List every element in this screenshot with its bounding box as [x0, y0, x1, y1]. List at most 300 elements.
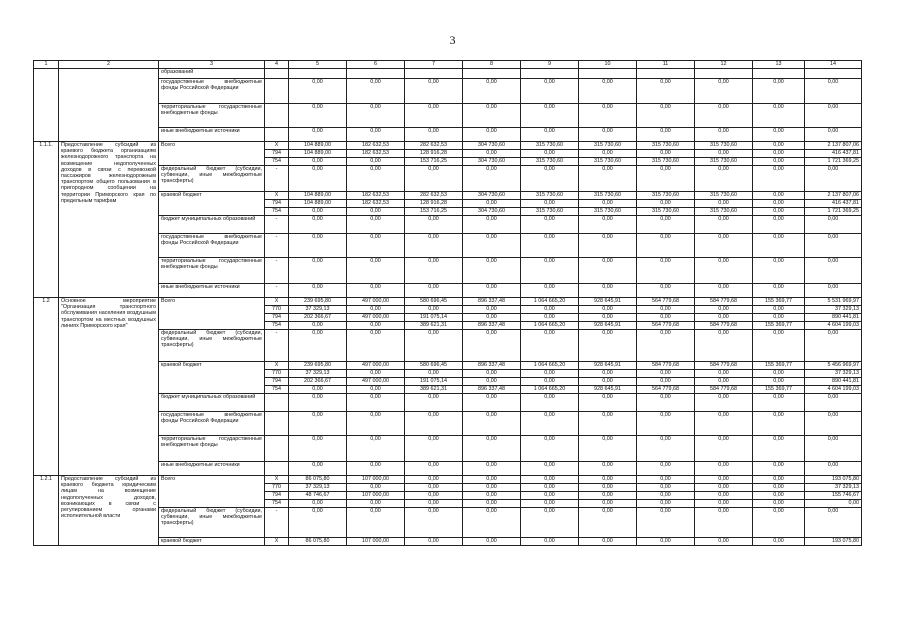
value-cell: 0,00	[695, 128, 753, 142]
value-cell: 0,00	[521, 128, 579, 142]
value-cell: 0,00	[347, 79, 405, 104]
value-cell: 315 730,60	[579, 142, 637, 150]
value-cell: 0,00	[347, 436, 405, 462]
value-cell: 0,00	[289, 436, 347, 462]
value-cell: 155 746,67	[805, 492, 862, 500]
column-header: 3	[159, 61, 265, 69]
table-row	[34, 69, 862, 79]
column-header: 2	[59, 61, 159, 69]
value-cell: 0,00	[347, 394, 405, 412]
value-cell: 0,00	[805, 234, 862, 258]
value-cell: 1 721 369,25	[805, 208, 862, 216]
grbs-code	[265, 79, 289, 104]
value-cell: 0,00	[637, 492, 695, 500]
value-cell: 304 730,60	[463, 158, 521, 166]
table-row	[34, 142, 862, 150]
value-cell: 0,00	[347, 216, 405, 234]
value-cell: 584 779,68	[695, 362, 753, 370]
row-number: 1.2	[34, 298, 59, 476]
budget-table	[33, 60, 862, 546]
value-cell	[405, 69, 463, 79]
source-label: государственные внебюджетные фонды Российской Федерации	[159, 234, 265, 258]
value-cell: 0,00	[695, 258, 753, 284]
value-cell: 0,00	[289, 234, 347, 258]
value-cell: 0,00	[521, 216, 579, 234]
table-row	[34, 462, 862, 476]
value-cell	[463, 69, 521, 79]
value-cell: 0,00	[405, 436, 463, 462]
value-cell: 0,00	[695, 492, 753, 500]
source-label: Всего	[159, 298, 265, 330]
value-cell: 0,00	[521, 234, 579, 258]
value-cell: 0,00	[289, 322, 347, 330]
source-label: федеральный бюджет (субсидии, субвенции, иные межбюджетные трансферты)	[159, 330, 265, 362]
value-cell: 0,00	[347, 462, 405, 476]
value-cell: 0,00	[405, 234, 463, 258]
page-number: 3	[449, 33, 456, 47]
value-cell: 0,00	[463, 500, 521, 508]
value-cell: 104 889,00	[289, 200, 347, 208]
value-cell: 564 779,68	[637, 386, 695, 394]
value-cell: 315 730,60	[637, 192, 695, 200]
value-cell: 48 746,67	[289, 492, 347, 500]
grbs-code: X	[265, 362, 289, 370]
value-cell: 0,00	[405, 394, 463, 412]
grbs-code: -	[265, 234, 289, 258]
value-cell: 1 064 665,20	[521, 362, 579, 370]
value-cell: 890 441,81	[805, 378, 862, 386]
value-cell	[289, 69, 347, 79]
value-cell: 37 329,13	[289, 370, 347, 378]
grbs-code	[265, 462, 289, 476]
value-cell: 0,00	[695, 378, 753, 386]
column-header: 1	[34, 61, 59, 69]
value-cell: 0,00	[579, 492, 637, 500]
value-cell: 0,00	[463, 436, 521, 462]
value-cell: 191 075,14	[405, 314, 463, 322]
source-label: федеральный бюджет (субсидии, субвенции, иные межбюджетные трансферты)	[159, 166, 265, 192]
value-cell: 890 441,81	[805, 314, 862, 322]
value-cell: 0,00	[521, 492, 579, 500]
value-cell	[753, 69, 805, 79]
value-cell: 1 064 665,20	[521, 322, 579, 330]
value-cell: 0,00	[347, 284, 405, 298]
value-cell: 0,00	[405, 462, 463, 476]
value-cell: 0,00	[753, 492, 805, 500]
value-cell: 0,00	[753, 378, 805, 386]
value-cell: 0,00	[463, 462, 521, 476]
value-cell: 315 730,60	[521, 192, 579, 200]
value-cell: 0,00	[463, 476, 521, 484]
value-cell: 0,00	[579, 394, 637, 412]
value-cell: 0,00	[753, 436, 805, 462]
value-cell: 0,00	[463, 508, 521, 538]
value-cell: 0,00	[579, 150, 637, 158]
value-cell: 182 632,53	[347, 150, 405, 158]
value-cell: 0,00	[463, 258, 521, 284]
value-cell: 0,00	[637, 538, 695, 546]
value-cell: 0,00	[521, 166, 579, 192]
value-cell: 0,00	[289, 412, 347, 436]
value-cell: 0,00	[405, 258, 463, 284]
value-cell: 0,00	[753, 370, 805, 378]
value-cell: 416 437,81	[805, 200, 862, 208]
value-cell: 193 075,80	[805, 538, 862, 546]
value-cell: 0,00	[695, 394, 753, 412]
value-cell: 0,00	[579, 370, 637, 378]
value-cell: 0,00	[289, 258, 347, 284]
value-cell: 0,00	[753, 192, 805, 200]
value-cell: 315 730,60	[637, 208, 695, 216]
grbs-code	[265, 436, 289, 462]
value-cell: 0,00	[753, 306, 805, 314]
value-cell: 0,00	[463, 284, 521, 298]
value-cell: 86 075,80	[289, 476, 347, 484]
value-cell: 0,00	[695, 104, 753, 128]
value-cell: 0,00	[463, 492, 521, 500]
value-cell: 155 369,77	[753, 298, 805, 306]
value-cell: 580 696,45	[405, 362, 463, 370]
value-cell: 37 329,13	[805, 370, 862, 378]
source-label: территориальные государственные внебюджетные фонды	[159, 104, 265, 128]
table-row	[34, 412, 862, 436]
value-cell: 0,00	[637, 200, 695, 208]
value-cell	[637, 69, 695, 79]
value-cell: 304 730,60	[463, 192, 521, 200]
grbs-code: X	[265, 476, 289, 484]
table-row	[34, 192, 862, 200]
value-cell: 497 000,00	[347, 298, 405, 306]
value-cell: 0,00	[463, 216, 521, 234]
value-cell: 0,00	[753, 104, 805, 128]
value-cell: 128 916,28	[405, 150, 463, 158]
value-cell: 0,00	[521, 330, 579, 362]
grbs-code: X	[265, 142, 289, 150]
value-cell: 4 604 199,03	[805, 322, 862, 330]
value-cell: 0,00	[579, 412, 637, 436]
grbs-code: 770	[265, 306, 289, 314]
value-cell	[347, 69, 405, 79]
value-cell: 0,00	[405, 508, 463, 538]
source-label: Всего	[159, 476, 265, 508]
value-cell: 0,00	[289, 386, 347, 394]
table-row	[34, 61, 862, 69]
value-cell: 315 730,60	[637, 158, 695, 166]
value-cell: 0,00	[753, 158, 805, 166]
value-cell: 104 889,00	[289, 150, 347, 158]
value-cell: 896 337,48	[463, 386, 521, 394]
value-cell: 0,00	[753, 394, 805, 412]
value-cell: 0,00	[695, 150, 753, 158]
value-cell: 0,00	[521, 306, 579, 314]
value-cell: 0,00	[347, 322, 405, 330]
value-cell: 37 329,13	[805, 484, 862, 492]
source-label: территориальные государственные внебюджетные фонды	[159, 258, 265, 284]
value-cell: 0,00	[579, 258, 637, 284]
value-cell: 0,00	[579, 538, 637, 546]
table-row	[34, 128, 862, 142]
grbs-code: 770	[265, 370, 289, 378]
source-label: иные внебюджетные источники	[159, 284, 265, 298]
value-cell: 0,00	[347, 500, 405, 508]
value-cell: 0,00	[463, 330, 521, 362]
grbs-code: 754	[265, 158, 289, 166]
value-cell: 0,00	[637, 128, 695, 142]
value-cell: 5 456 969,97	[805, 362, 862, 370]
grbs-code: -	[265, 508, 289, 538]
value-cell: 497 000,00	[347, 314, 405, 322]
value-cell: 0,00	[579, 284, 637, 298]
value-cell: 0,00	[753, 476, 805, 484]
value-cell: 0,00	[521, 314, 579, 322]
value-cell: 0,00	[753, 258, 805, 284]
value-cell: 0,00	[347, 104, 405, 128]
value-cell: 0,00	[695, 166, 753, 192]
value-cell: 0,00	[695, 462, 753, 476]
value-cell: 315 730,60	[579, 192, 637, 200]
value-cell: 389 621,31	[405, 322, 463, 330]
value-cell: 0,00	[579, 436, 637, 462]
grbs-code: 794	[265, 492, 289, 500]
value-cell: 0,00	[347, 306, 405, 314]
column-header: 8	[463, 61, 521, 69]
value-cell: 0,00	[347, 386, 405, 394]
value-cell: 0,00	[521, 370, 579, 378]
grbs-code	[265, 128, 289, 142]
value-cell: 0,00	[579, 500, 637, 508]
value-cell: 0,00	[521, 484, 579, 492]
column-header: 10	[579, 61, 637, 69]
value-cell: 182 632,53	[347, 200, 405, 208]
value-cell: 0,00	[637, 412, 695, 436]
column-header: 14	[805, 61, 862, 69]
value-cell: 0,00	[637, 166, 695, 192]
value-cell: 0,00	[753, 200, 805, 208]
value-cell: 315 730,60	[521, 158, 579, 166]
value-cell: 0,00	[405, 128, 463, 142]
table-row	[34, 362, 862, 370]
value-cell: 497 000,00	[347, 362, 405, 370]
value-cell: 0,00	[753, 234, 805, 258]
value-cell: 0,00	[521, 538, 579, 546]
table-row	[34, 298, 862, 306]
value-cell: 0,00	[463, 104, 521, 128]
value-cell: 0,00	[579, 166, 637, 192]
value-cell: 315 730,60	[579, 158, 637, 166]
value-cell: 0,00	[521, 436, 579, 462]
value-cell: 0,00	[695, 508, 753, 538]
value-cell: 0,00	[405, 492, 463, 500]
value-cell: 0,00	[805, 258, 862, 284]
table-row	[34, 508, 862, 538]
value-cell: 0,00	[289, 79, 347, 104]
value-cell: 0,00	[805, 394, 862, 412]
value-cell: 202 366,67	[289, 378, 347, 386]
value-cell: 0,00	[637, 370, 695, 378]
value-cell: 0,00	[463, 484, 521, 492]
table-row	[34, 284, 862, 298]
value-cell: 0,00	[579, 200, 637, 208]
row-description	[59, 69, 159, 142]
grbs-code	[265, 394, 289, 412]
value-cell: 0,00	[579, 378, 637, 386]
value-cell	[805, 69, 862, 79]
value-cell: 0,00	[637, 284, 695, 298]
grbs-code: 754	[265, 208, 289, 216]
grbs-code	[265, 69, 289, 79]
value-cell: 580 696,45	[405, 298, 463, 306]
value-cell: 0,00	[637, 258, 695, 284]
value-cell: 0,00	[521, 500, 579, 508]
grbs-code	[265, 412, 289, 436]
grbs-code: 770	[265, 484, 289, 492]
value-cell: 0,00	[637, 150, 695, 158]
grbs-code: 794	[265, 150, 289, 158]
value-cell: 0,00	[579, 216, 637, 234]
value-cell: 282 632,53	[405, 142, 463, 150]
value-cell: 0,00	[405, 216, 463, 234]
value-cell: 0,00	[637, 394, 695, 412]
value-cell: 0,00	[289, 284, 347, 298]
value-cell: 1 721 369,25	[805, 158, 862, 166]
value-cell: 0,00	[521, 508, 579, 538]
value-cell: 928 645,91	[579, 386, 637, 394]
value-cell	[521, 69, 579, 79]
value-cell: 4 604 199,03	[805, 386, 862, 394]
value-cell: 155 369,77	[753, 386, 805, 394]
source-label: Всего	[159, 142, 265, 166]
value-cell: 193 075,80	[805, 476, 862, 484]
value-cell: 0,00	[637, 314, 695, 322]
grbs-code: 754	[265, 322, 289, 330]
value-cell: 0,00	[753, 142, 805, 150]
value-cell: 0,00	[753, 128, 805, 142]
value-cell: 0,00	[753, 500, 805, 508]
value-cell: 0,00	[637, 330, 695, 362]
value-cell: 0,00	[521, 462, 579, 476]
value-cell: 0,00	[463, 150, 521, 158]
grbs-code: -	[265, 216, 289, 234]
value-cell: 0,00	[637, 79, 695, 104]
value-cell: 37 329,13	[289, 306, 347, 314]
value-cell: 0,00	[695, 79, 753, 104]
row-description: Предоставление субсидий из краевого бюджета организациям железнодорожного транспорта на возмещение недополученных доходов в связи с перевозкой пассажиров железнодорожным транспортом общего пользования в пригородном сообщении на территории Приморского края по предельным тарифам	[59, 142, 159, 298]
value-cell: 0,00	[637, 216, 695, 234]
value-cell: 0,00	[753, 314, 805, 322]
value-cell: 1 064 665,20	[521, 386, 579, 394]
value-cell: 584 779,68	[695, 298, 753, 306]
value-cell: 315 730,60	[695, 142, 753, 150]
value-cell: 0,00	[347, 166, 405, 192]
value-cell: 0,00	[753, 216, 805, 234]
value-cell: 0,00	[347, 208, 405, 216]
source-label: бюджет муниципальных образований	[159, 216, 265, 234]
value-cell: 0,00	[753, 462, 805, 476]
value-cell: 0,00	[805, 284, 862, 298]
value-cell: 0,00	[289, 216, 347, 234]
value-cell: 128 916,28	[405, 200, 463, 208]
grbs-code: X	[265, 192, 289, 200]
value-cell: 0,00	[695, 500, 753, 508]
value-cell: 928 645,91	[579, 322, 637, 330]
value-cell: 0,00	[347, 128, 405, 142]
value-cell: 0,00	[463, 394, 521, 412]
table-row	[34, 79, 862, 104]
value-cell: 0,00	[521, 104, 579, 128]
value-cell: 0,00	[405, 330, 463, 362]
table-row	[34, 538, 862, 546]
value-cell: 182 632,53	[347, 192, 405, 200]
source-label: краевой бюджет	[159, 538, 265, 546]
grbs-code: -	[265, 258, 289, 284]
value-cell: 896 337,48	[463, 298, 521, 306]
value-cell: 0,00	[289, 500, 347, 508]
value-cell: 0,00	[695, 234, 753, 258]
value-cell: 191 075,14	[405, 378, 463, 386]
value-cell: 0,00	[405, 306, 463, 314]
source-label: бюджет муниципальных образований	[159, 394, 265, 412]
source-label: краевой бюджет	[159, 362, 265, 394]
value-cell: 0,00	[405, 500, 463, 508]
value-cell: 896 337,48	[463, 322, 521, 330]
value-cell: 37 329,13	[805, 306, 862, 314]
column-header: 6	[347, 61, 405, 69]
value-cell: 0,00	[805, 104, 862, 128]
value-cell: 0,00	[637, 436, 695, 462]
value-cell: 0,00	[579, 484, 637, 492]
table-row	[34, 216, 862, 234]
value-cell: 0,00	[521, 476, 579, 484]
value-cell: 0,00	[753, 484, 805, 492]
grbs-code: X	[265, 298, 289, 306]
value-cell: 0,00	[637, 104, 695, 128]
value-cell: 0,00	[347, 234, 405, 258]
value-cell: 0,00	[579, 462, 637, 476]
value-cell: 0,00	[289, 104, 347, 128]
value-cell: 0,00	[289, 166, 347, 192]
grbs-code: -	[265, 166, 289, 192]
value-cell: 0,00	[405, 79, 463, 104]
value-cell: 0,00	[637, 306, 695, 314]
table-row	[34, 330, 862, 362]
value-cell: 0,00	[405, 166, 463, 192]
value-cell: 0,00	[521, 394, 579, 412]
value-cell: 315 730,60	[695, 208, 753, 216]
source-label: иные внебюджетные источники	[159, 128, 265, 142]
value-cell: 564 779,68	[637, 298, 695, 306]
value-cell: 0,00	[805, 166, 862, 192]
value-cell: 0,00	[695, 284, 753, 298]
value-cell: 0,00	[521, 378, 579, 386]
value-cell: 0,00	[579, 306, 637, 314]
value-cell: 0,00	[521, 200, 579, 208]
row-number: 1.2.1	[34, 476, 59, 546]
value-cell: 155 369,77	[753, 362, 805, 370]
source-label: иные внебюджетные источники	[159, 462, 265, 476]
value-cell: 0,00	[289, 208, 347, 216]
row-label	[34, 69, 59, 142]
value-cell: 0,00	[805, 330, 862, 362]
value-cell	[579, 69, 637, 79]
value-cell: 584 779,68	[637, 362, 695, 370]
column-header: 12	[695, 61, 753, 69]
value-cell: 0,00	[463, 538, 521, 546]
value-cell: 0,00	[753, 412, 805, 436]
value-cell: 0,00	[347, 330, 405, 362]
value-cell: 107 000,00	[347, 538, 405, 546]
value-cell: 315 730,60	[695, 158, 753, 166]
value-cell: 304 730,60	[463, 208, 521, 216]
